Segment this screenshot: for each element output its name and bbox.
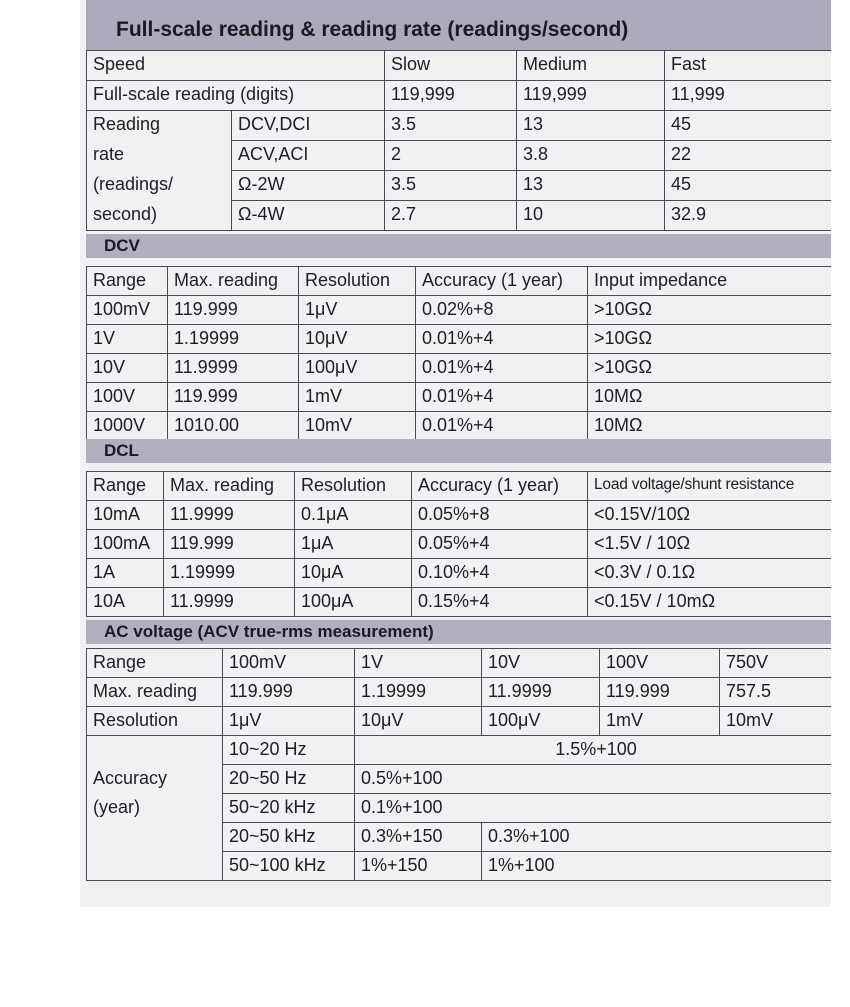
table-row xyxy=(87,201,832,231)
table-cell: 10μA xyxy=(295,559,412,588)
fullscale-fast: 11,999 xyxy=(665,81,832,111)
column-header: Resolution xyxy=(299,267,416,296)
table-cell: 119.999 xyxy=(164,530,295,559)
column-header: Accuracy (1 year) xyxy=(412,472,588,501)
speed-slow: Slow xyxy=(385,51,517,81)
table-row xyxy=(87,412,832,441)
rate-cell: 32.9 xyxy=(665,201,832,231)
table-row xyxy=(87,171,832,201)
table-cell: <0.3V / 0.1Ω xyxy=(588,559,832,588)
table-cell: >10GΩ xyxy=(588,354,832,383)
table-cell: 1010.00 xyxy=(168,412,299,441)
table-row xyxy=(87,296,832,325)
table-row xyxy=(87,678,832,707)
freq-cell: 10~20 Hz xyxy=(223,736,355,765)
rate-label-line: rate xyxy=(87,141,232,171)
table-cell: <0.15V / 10mΩ xyxy=(588,588,832,617)
column-header: Range xyxy=(87,472,164,501)
table-row xyxy=(87,707,832,736)
rate-cell: 13 xyxy=(517,171,665,201)
table-cell: 1V xyxy=(87,325,168,354)
rate-cell: 45 xyxy=(665,171,832,201)
table-cell: 1A xyxy=(87,559,164,588)
table-row xyxy=(87,111,832,141)
table-cell: 0.01%+4 xyxy=(416,354,588,383)
speed-medium: Medium xyxy=(517,51,665,81)
table-cell: 1%+100 xyxy=(482,852,832,881)
dcv-section-title: DCV xyxy=(86,234,831,258)
column-header: Max. reading xyxy=(168,267,299,296)
table-row xyxy=(87,736,832,765)
column-header: Input impedance xyxy=(588,267,832,296)
table-cell: 11.9999 xyxy=(482,678,600,707)
column-header: Max. reading xyxy=(164,472,295,501)
accuracy-label-spacer xyxy=(87,823,223,852)
fullscale-slow: 119,999 xyxy=(385,81,517,111)
table-cell: 750V xyxy=(720,649,832,678)
table-cell: 100V xyxy=(600,649,720,678)
accuracy-label-line: (year) xyxy=(87,794,223,823)
table-cell: 1V xyxy=(355,649,482,678)
table-cell: 1μV xyxy=(223,707,355,736)
table-cell: 10A xyxy=(87,588,164,617)
table-cell: 1mV xyxy=(600,707,720,736)
freq-cell: 20~50 kHz xyxy=(223,823,355,852)
table-cell: 10mV xyxy=(720,707,832,736)
table-cell: 11.9999 xyxy=(164,588,295,617)
column-header: Accuracy (1 year) xyxy=(416,267,588,296)
table-cell: 0.01%+4 xyxy=(416,412,588,441)
table-cell: 100V xyxy=(87,383,168,412)
table-cell: 0.01%+4 xyxy=(416,325,588,354)
table-cell: 100mA xyxy=(87,530,164,559)
table-cell: 0.1μA xyxy=(295,501,412,530)
table-cell: 757.5 xyxy=(720,678,832,707)
rate-cell: 3.5 xyxy=(385,171,517,201)
table-cell: 11.9999 xyxy=(168,354,299,383)
rate-cell: 45 xyxy=(665,111,832,141)
fullscale-label: Full-scale reading (digits) xyxy=(87,81,385,111)
rate-cell: 3.8 xyxy=(517,141,665,171)
accuracy-label-line: Accuracy xyxy=(87,765,223,794)
speed-label: Speed xyxy=(87,51,385,81)
table-cell: 100μA xyxy=(295,588,412,617)
table-cell: 1.19999 xyxy=(164,559,295,588)
column-header: Range xyxy=(87,267,168,296)
table-row xyxy=(87,383,832,412)
table-cell: 10MΩ xyxy=(588,412,832,441)
dcv-table xyxy=(86,266,831,441)
rate-section-title: Full-scale reading & reading rate (readings/second) xyxy=(86,0,831,50)
rate-func: Ω-2W xyxy=(232,171,385,201)
column-header: Load voltage/shunt resistance xyxy=(588,472,832,501)
table-cell: 10μV xyxy=(355,707,482,736)
table-cell: 0.5%+100 xyxy=(355,765,832,794)
acv-section-title: AC voltage (ACV true-rms measurement) xyxy=(86,620,831,644)
rate-cell: 2 xyxy=(385,141,517,171)
table-cell: 100μV xyxy=(299,354,416,383)
table-cell: 1μA xyxy=(295,530,412,559)
table-cell: 1000V xyxy=(87,412,168,441)
table-cell: 119.999 xyxy=(168,296,299,325)
rate-cell: 13 xyxy=(517,111,665,141)
resolution-label: Resolution xyxy=(87,707,223,736)
table-row xyxy=(87,501,832,530)
table-cell: 0.15%+4 xyxy=(412,588,588,617)
table-row xyxy=(87,588,832,617)
table-cell: 0.05%+8 xyxy=(412,501,588,530)
table-cell: 0.01%+4 xyxy=(416,383,588,412)
table-row xyxy=(87,530,832,559)
table-row xyxy=(87,649,832,678)
table-row xyxy=(87,354,832,383)
table-cell: 1μV xyxy=(299,296,416,325)
table-cell: 0.1%+100 xyxy=(355,794,832,823)
rate-label-line: second) xyxy=(87,201,232,231)
rate-func: Ω-4W xyxy=(232,201,385,231)
table-cell: 100mV xyxy=(223,649,355,678)
table-row xyxy=(87,325,832,354)
rate-label-line: (readings/ xyxy=(87,171,232,201)
table-row xyxy=(87,51,832,81)
table-cell: 10V xyxy=(87,354,168,383)
table-row xyxy=(87,472,832,501)
table-cell: >10GΩ xyxy=(588,325,832,354)
table-cell: 0.10%+4 xyxy=(412,559,588,588)
table-cell: 10V xyxy=(482,649,600,678)
table-cell: 10mA xyxy=(87,501,164,530)
table-cell: 0.3%+150 xyxy=(355,823,482,852)
table-cell: 1.5%+100 xyxy=(355,736,832,765)
table-cell: 0.05%+4 xyxy=(412,530,588,559)
rate-cell: 3.5 xyxy=(385,111,517,141)
table-cell: 119.999 xyxy=(223,678,355,707)
table-cell: 100mV xyxy=(87,296,168,325)
spec-sheet xyxy=(80,0,831,907)
max-reading-label: Max. reading xyxy=(87,678,223,707)
rate-func: DCV,DCI xyxy=(232,111,385,141)
table-row xyxy=(87,852,832,881)
table-cell: 11.9999 xyxy=(164,501,295,530)
table-cell: 1mV xyxy=(299,383,416,412)
freq-cell: 50~100 kHz xyxy=(223,852,355,881)
fullscale-medium: 119,999 xyxy=(517,81,665,111)
speed-fast: Fast xyxy=(665,51,832,81)
table-cell: 0.02%+8 xyxy=(416,296,588,325)
rate-cell: 22 xyxy=(665,141,832,171)
dci-table xyxy=(86,471,831,617)
acv-table xyxy=(86,648,831,881)
table-row xyxy=(87,823,832,852)
table-cell: 0.3%+100 xyxy=(482,823,832,852)
table-cell: >10GΩ xyxy=(588,296,832,325)
rate-label-line: Reading xyxy=(87,111,232,141)
table-row xyxy=(87,559,832,588)
table-cell: <0.15V/10Ω xyxy=(588,501,832,530)
table-cell: 10MΩ xyxy=(588,383,832,412)
rate-cell: 2.7 xyxy=(385,201,517,231)
table-cell: <1.5V / 10Ω xyxy=(588,530,832,559)
table-cell: 10mV xyxy=(299,412,416,441)
freq-cell: 20~50 Hz xyxy=(223,765,355,794)
rate-cell: 10 xyxy=(517,201,665,231)
table-row xyxy=(87,141,832,171)
rate-func: ACV,ACI xyxy=(232,141,385,171)
table-row xyxy=(87,794,832,823)
accuracy-label xyxy=(87,736,223,765)
dci-section-title: DCL xyxy=(86,439,831,463)
table-cell: 1%+150 xyxy=(355,852,482,881)
table-cell: 1.19999 xyxy=(168,325,299,354)
range-label: Range xyxy=(87,649,223,678)
table-row xyxy=(87,81,832,111)
table-row xyxy=(87,267,832,296)
table-cell: 100μV xyxy=(482,707,600,736)
table-row xyxy=(87,765,832,794)
column-header: Resolution xyxy=(295,472,412,501)
table-cell: 119.999 xyxy=(600,678,720,707)
accuracy-label-spacer xyxy=(87,852,223,881)
table-cell: 119.999 xyxy=(168,383,299,412)
rate-table xyxy=(86,50,831,231)
table-cell: 1.19999 xyxy=(355,678,482,707)
table-cell: 10μV xyxy=(299,325,416,354)
freq-cell: 50~20 kHz xyxy=(223,794,355,823)
